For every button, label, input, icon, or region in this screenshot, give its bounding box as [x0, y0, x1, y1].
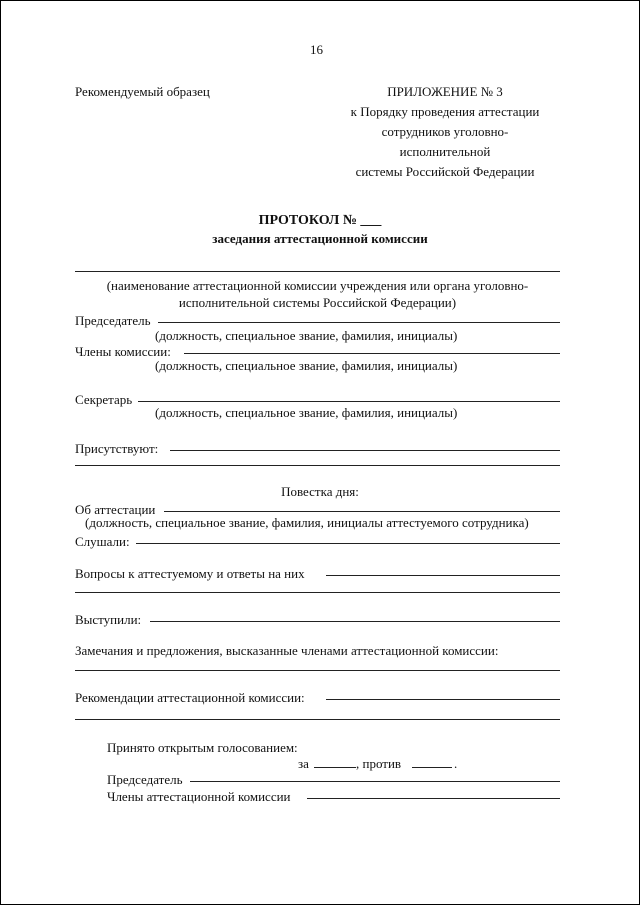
- position-hint: (должность, специальное звание, фамилия, инициалы): [155, 358, 458, 373]
- remarks-label: Замечания и предложения, высказанные членами аттестационной комиссии:: [75, 643, 499, 658]
- members-line[interactable]: [184, 353, 560, 354]
- about-line[interactable]: [164, 511, 560, 512]
- recommendations-label: Рекомендации аттестационной комиссии:: [75, 690, 305, 705]
- appendix-line: системы Российской Федерации: [355, 164, 535, 179]
- about-hint: (должность, специальное звание, фамилия, инициалы аттестуемого сотрудника): [85, 515, 529, 530]
- adopted-label: Принято открытым голосованием:: [107, 740, 298, 755]
- final-chairman-line[interactable]: [190, 781, 560, 782]
- agenda-title: Повестка дня:: [281, 484, 359, 499]
- appendix-title: ПРИЛОЖЕНИЕ № 3: [387, 84, 503, 99]
- commission-name-hint: (наименование аттестационной комиссии учреждения или органа уголовно-: [106, 278, 529, 293]
- vote-for-line[interactable]: [314, 767, 356, 768]
- commission-name-hint: исполнительной системы Российской Федерации): [178, 295, 457, 310]
- vote-period: .: [454, 756, 458, 771]
- heard-label: Слушали:: [75, 534, 130, 549]
- present-line[interactable]: [170, 450, 560, 451]
- spoke-label: Выступили:: [75, 612, 142, 627]
- about-label: Об аттестации: [75, 502, 156, 517]
- sample-label: Рекомендуемый образец: [75, 84, 210, 99]
- page-number: 16: [310, 42, 323, 57]
- position-hint: (должность, специальное звание, фамилия, инициалы): [155, 405, 458, 420]
- appendix-line: к Порядку проведения аттестации: [350, 104, 540, 119]
- chairman-line[interactable]: [158, 322, 560, 323]
- present-line-2[interactable]: [75, 465, 560, 466]
- secretary-label: Секретарь: [75, 392, 133, 407]
- protocol-subtitle: заседания аттестационной комиссии: [212, 231, 428, 246]
- chairman-label: Председатель: [75, 313, 151, 328]
- questions-label: Вопросы к аттестуемому и ответы на них: [75, 566, 305, 581]
- commission-name-line[interactable]: [75, 271, 560, 272]
- secretary-line[interactable]: [138, 401, 560, 402]
- position-hint: (должность, специальное звание, фамилия, инициалы): [155, 328, 458, 343]
- final-members-label: Члены аттестационной комиссии: [107, 789, 291, 804]
- recommendations-line-2[interactable]: [75, 719, 560, 720]
- recommendations-line[interactable]: [326, 699, 560, 700]
- vote-for-label: за: [298, 756, 309, 771]
- remarks-line[interactable]: [75, 670, 560, 671]
- final-chairman-label: Председатель: [107, 772, 183, 787]
- appendix-line: сотрудников уголовно-: [381, 124, 509, 139]
- questions-line-2[interactable]: [75, 592, 560, 593]
- heard-line[interactable]: [136, 543, 560, 544]
- protocol-title: ПРОТОКОЛ № ___: [258, 213, 382, 228]
- questions-line[interactable]: [326, 575, 560, 576]
- vote-against-label: , против: [356, 756, 402, 771]
- members-label: Члены комиссии:: [75, 344, 171, 359]
- appendix-line: исполнительной: [399, 144, 491, 159]
- vote-against-line[interactable]: [412, 767, 452, 768]
- spoke-line[interactable]: [150, 621, 560, 622]
- present-label: Присутствуют:: [75, 441, 159, 456]
- final-members-line[interactable]: [307, 798, 560, 799]
